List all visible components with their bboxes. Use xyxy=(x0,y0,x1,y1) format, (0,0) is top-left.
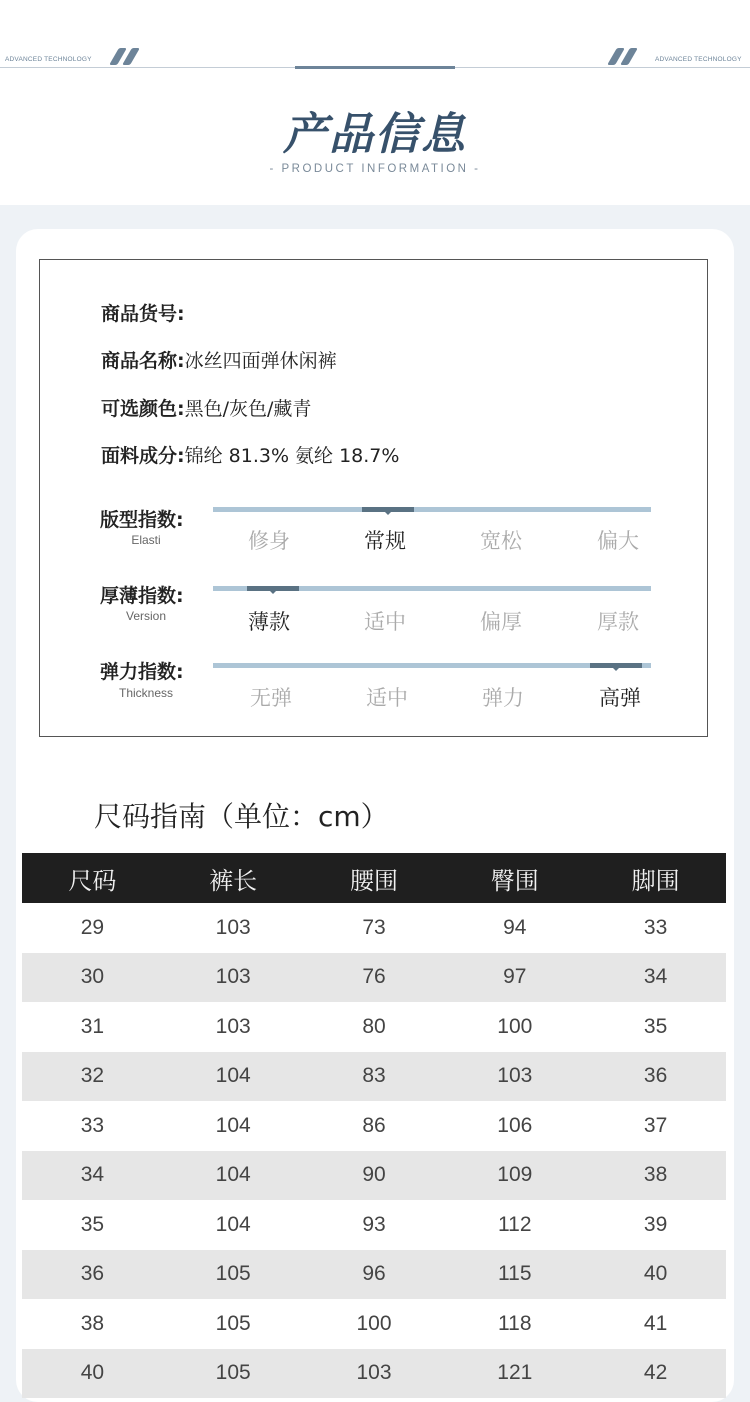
fabric-label: 面料成分: xyxy=(101,445,185,467)
table-row xyxy=(22,903,726,953)
page-subtitle: - PRODUCT INFORMATION - xyxy=(269,163,481,175)
hem-cell: 37 xyxy=(585,1101,726,1151)
table-row xyxy=(22,1151,726,1201)
length-cell: 104 xyxy=(163,1200,304,1250)
color-row xyxy=(101,394,311,421)
table-row xyxy=(22,1200,726,1250)
waist-cell: 73 xyxy=(304,903,445,953)
hem-cell: 34 xyxy=(585,953,726,1003)
size-guide-title: 尺码指南（单位：cm） xyxy=(94,800,389,833)
waist-cell: 90 xyxy=(304,1151,445,1201)
hip-col-header: 臀围 xyxy=(444,853,585,903)
elasticity-index-label: 弹力指数: xyxy=(100,661,184,683)
length-cell: 103 xyxy=(163,1002,304,1052)
hip-cell: 112 xyxy=(444,1200,585,1250)
waist-cell: 86 xyxy=(304,1101,445,1151)
size-cell: 35 xyxy=(22,1200,163,1250)
waist-col-header: 腰围 xyxy=(304,853,445,903)
length-cell: 104 xyxy=(163,1052,304,1102)
hip-cell: 94 xyxy=(444,903,585,953)
thickness-index-sublabel: Version xyxy=(125,609,167,623)
elasticity-index-sublabel: Thickness xyxy=(118,686,174,700)
table-row xyxy=(22,1349,726,1399)
fabric-row xyxy=(101,441,399,468)
table-row xyxy=(22,1002,726,1052)
fit-option: 修身 xyxy=(248,529,290,553)
length-cell: 105 xyxy=(163,1250,304,1300)
fit-index-label: 版型指数: xyxy=(100,509,184,531)
length-cell: 104 xyxy=(163,1151,304,1201)
table-row xyxy=(22,953,726,1003)
size-cell: 32 xyxy=(22,1052,163,1102)
page-title: 产品信息 xyxy=(283,109,467,160)
hem-cell: 41 xyxy=(585,1299,726,1349)
waist-cell: 93 xyxy=(304,1200,445,1250)
waist-cell: 83 xyxy=(304,1052,445,1102)
header-deco-text-right: ADVANCED TECHNOLOGY xyxy=(655,56,742,63)
header-deco-text-left: ADVANCED TECHNOLOGY xyxy=(5,56,92,63)
waist-cell: 96 xyxy=(304,1250,445,1300)
size-cell: 33 xyxy=(22,1101,163,1151)
elasticity-option: 弹力 xyxy=(482,686,524,710)
waist-cell: 100 xyxy=(304,1299,445,1349)
size-cell: 30 xyxy=(22,953,163,1003)
hem-col-header: 脚围 xyxy=(585,853,726,903)
elasticity-index-marker xyxy=(590,663,642,668)
size-cell: 40 xyxy=(22,1349,163,1399)
thickness-option: 薄款 xyxy=(248,610,290,634)
length-cell: 103 xyxy=(163,903,304,953)
hip-cell: 103 xyxy=(444,1052,585,1102)
size-cell: 34 xyxy=(22,1151,163,1201)
hip-cell: 121 xyxy=(444,1349,585,1399)
size-cell: 31 xyxy=(22,1002,163,1052)
fit-index-marker xyxy=(362,507,414,512)
hem-cell: 38 xyxy=(585,1151,726,1201)
length-cell: 105 xyxy=(163,1299,304,1349)
size-table-header xyxy=(22,853,726,903)
thickness-index-marker xyxy=(247,586,299,591)
name-value: 冰丝四面弹休闲裤 xyxy=(184,350,337,372)
waist-cell: 80 xyxy=(304,1002,445,1052)
hem-cell: 36 xyxy=(585,1052,726,1102)
fit-index-sublabel: Elasti xyxy=(131,533,161,547)
header-deco-line-left xyxy=(0,67,100,68)
elasticity-option: 无弹 xyxy=(250,686,292,710)
fit-index-track xyxy=(213,507,651,512)
name-label: 商品名称: xyxy=(101,350,185,372)
color-label: 可选颜色: xyxy=(101,398,185,420)
thickness-option: 偏厚 xyxy=(480,610,522,634)
sku-label: 商品货号: xyxy=(101,303,185,325)
thickness-option: 适中 xyxy=(364,610,406,634)
size-cell: 29 xyxy=(22,903,163,953)
hip-cell: 115 xyxy=(444,1250,585,1300)
table-row xyxy=(22,1299,726,1349)
size-cell: 36 xyxy=(22,1250,163,1300)
table-row xyxy=(22,1250,726,1300)
hip-cell: 109 xyxy=(444,1151,585,1201)
hip-cell: 118 xyxy=(444,1299,585,1349)
size-table-body xyxy=(22,903,726,1398)
hem-cell: 35 xyxy=(585,1002,726,1052)
hip-cell: 97 xyxy=(444,953,585,1003)
hem-cell: 33 xyxy=(585,903,726,953)
hip-cell: 100 xyxy=(444,1002,585,1052)
header-center-bar xyxy=(295,66,455,69)
fit-option: 偏大 xyxy=(597,529,639,553)
sku-row xyxy=(101,299,185,326)
length-col-header: 裤长 xyxy=(163,853,304,903)
table-row xyxy=(22,1101,726,1151)
fabric-value: 锦纶 81.3% 氨纶 18.7% xyxy=(184,445,400,467)
page-header xyxy=(0,0,750,205)
thickness-index-label: 厚薄指数: xyxy=(100,585,184,607)
fit-option: 宽松 xyxy=(480,529,522,553)
hem-cell: 40 xyxy=(585,1250,726,1300)
elasticity-option: 适中 xyxy=(366,686,408,710)
elasticity-index-track xyxy=(213,663,651,668)
name-row xyxy=(101,346,337,373)
waist-cell: 103 xyxy=(304,1349,445,1399)
hip-cell: 106 xyxy=(444,1101,585,1151)
length-cell: 105 xyxy=(163,1349,304,1399)
color-value: 黑色/灰色/藏青 xyxy=(184,398,312,420)
elasticity-option: 高弹 xyxy=(599,686,641,710)
header-deco-line-right xyxy=(640,67,750,68)
hem-cell: 39 xyxy=(585,1200,726,1250)
table-row xyxy=(22,1052,726,1102)
fit-option: 常规 xyxy=(364,529,406,553)
length-cell: 104 xyxy=(163,1101,304,1151)
length-cell: 103 xyxy=(163,953,304,1003)
hem-cell: 42 xyxy=(585,1349,726,1399)
thickness-option: 厚款 xyxy=(597,610,639,634)
size-col-header: 尺码 xyxy=(22,853,163,903)
size-table xyxy=(22,853,726,1398)
waist-cell: 76 xyxy=(304,953,445,1003)
size-cell: 38 xyxy=(22,1299,163,1349)
